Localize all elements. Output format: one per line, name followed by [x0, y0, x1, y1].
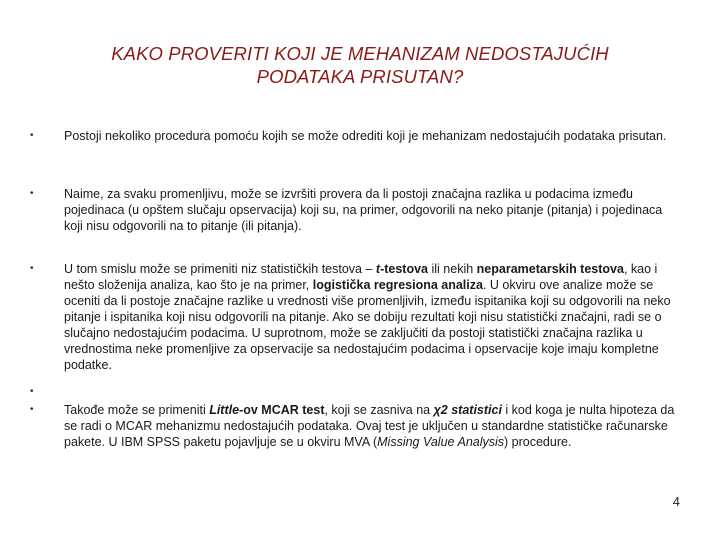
bullet-5-text-a: Takođe može se primeniti	[64, 403, 210, 417]
t-test-italic: t	[375, 262, 381, 276]
slide-title	[60, 42, 660, 88]
bullet-text-1	[64, 128, 684, 144]
t-test-label: -testova	[380, 262, 429, 276]
slide-title-line-2: PODATAKA PRISUTAN?	[256, 66, 464, 87]
page-number: 4	[672, 494, 680, 509]
bullet-3-text-b: ili nekih	[428, 262, 477, 276]
nonparametric-tests-label: neparametarskih testova	[476, 262, 624, 276]
chi-square-label: χ2 statistici	[433, 403, 502, 417]
bullet-5-text-b: , koji se zasniva na	[324, 403, 434, 417]
little-label: Little	[209, 403, 240, 417]
bullet-text-5	[64, 402, 684, 450]
bullet-marker: •	[30, 386, 34, 397]
bullet-5-text-d: ) procedure.	[504, 435, 572, 449]
bullet-1-text: Postoji nekoliko procedura pomoću kojih se može odrediti koji je mehanizam nedostajućih podataka prisutan.	[64, 129, 667, 143]
slide-title-line-1: KAKO PROVERITI KOJI JE MEHANIZAM NEDOSTAJUĆIH	[111, 43, 609, 64]
bullet-text-3	[64, 261, 684, 373]
bullet-3-text-c: , kao i nešto složenija analiza, kao što je na primer,	[64, 262, 658, 292]
bullet-2-text: Naime, za svaku promenljivu, može se izvršiti provera da li postoji značajna razlika u podacima između pojedinaca (u opštem slučaju opservacija) koji su, na primer, odgovorili na neko pitanje (pitanja) i pojedinaca koji nisu odgovorili na to pitanje (ili pitanja).	[64, 187, 663, 233]
bullet-3-text-d: . U okviru ove analize može se oceniti da li postoje značajne razlike u vrednosti više promenljivih, između ispitanika koji su odgovorili na neko pitanje i ispitanika koji nisu odgovorili na pitanje. Ako se dobiju rezultati koji nisu statistički značajni, radi se o slučajno nedostajućim podacima. U suprotnom, može se zaključiti da postoji statistički značajna razlika u vrednostima neke promenljive za opservacije sa nedostajućim podacima i opservacije koje imaju kompletne podatke.	[64, 278, 671, 372]
bullet-5-text-c: i kod koga je nulta hipoteza da se radi o MCAR mehanizmu nedostajućih podataka. Ovaj test je uključen u standardne statističke računarske pakete. U IBM SPSS paketu pojavljuje se u okviru MVA (	[64, 403, 675, 449]
logistic-regression-label: logistička regresiona analiza	[312, 278, 483, 292]
bullet-marker: •	[30, 263, 34, 274]
bullet-3-text-a: U tom smislu može se primeniti niz statističkih testova –	[64, 262, 376, 276]
mcar-test-label: -ov MCAR test	[239, 403, 325, 417]
bullet-marker: •	[30, 130, 34, 141]
missing-value-analysis-label: Missing Value Analysis	[377, 435, 505, 449]
bullet-marker: •	[30, 404, 34, 415]
bullet-marker: •	[30, 188, 34, 199]
bullet-text-2	[64, 186, 684, 234]
